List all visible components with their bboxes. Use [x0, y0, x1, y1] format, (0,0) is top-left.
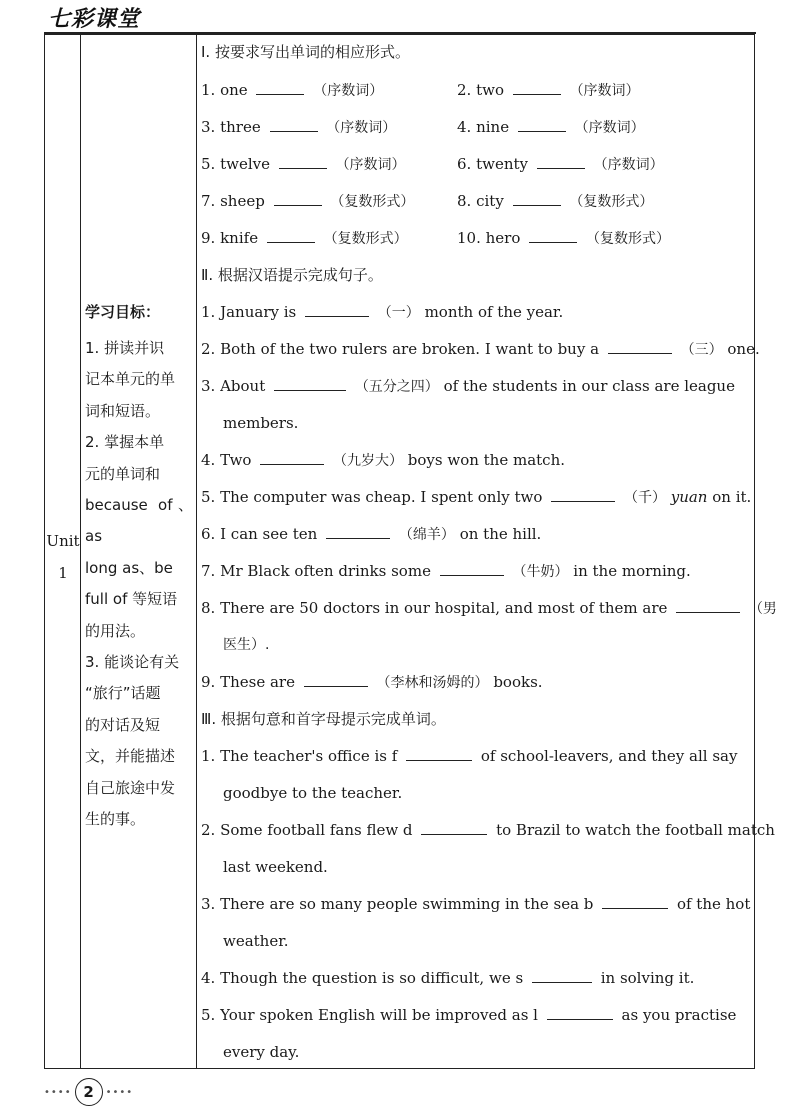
answer-blank[interactable]	[551, 487, 615, 502]
sentence-text: of the students in our class are league	[443, 377, 735, 395]
sentence-text: Mr Black often drinks some	[220, 562, 431, 580]
item-number: 9.	[201, 229, 216, 247]
goal-line: 文，并能描述	[85, 747, 176, 766]
goal-line: 词和短语。	[85, 401, 161, 420]
worksheet-table	[44, 34, 777, 1069]
brand-logo: 七彩课堂	[48, 7, 141, 32]
answer-blank[interactable]	[602, 894, 668, 909]
item-number: 1.	[201, 81, 216, 99]
sentence-item	[201, 301, 752, 324]
item-number: 2.	[201, 821, 216, 839]
sentence-text: in the morning.	[573, 562, 691, 580]
item-hint: （序数词）	[326, 120, 397, 136]
answer-blank[interactable]	[406, 746, 472, 761]
item-number: 3.	[201, 377, 216, 395]
word-item	[201, 79, 383, 102]
item-number: 10.	[457, 229, 481, 247]
sentence-hint: （千）	[623, 490, 666, 506]
sentence-item	[201, 1004, 752, 1026]
sentence-item	[201, 893, 752, 915]
sentence-hint: （三）	[680, 342, 723, 358]
sentence-text: Two	[220, 451, 252, 469]
goal-line: 的用法。	[85, 621, 146, 640]
sentence-item	[201, 449, 752, 472]
item-word: sheep	[220, 192, 265, 210]
item-number: 4.	[201, 969, 216, 987]
item-hint: （复数形式）	[330, 194, 415, 210]
section2-heading: Ⅱ. 根据汉语提示完成句子。	[201, 266, 383, 284]
sentence-item	[201, 560, 752, 583]
sentence-text: Your spoken English will be improved as l	[220, 1006, 538, 1024]
sentence-hint: （五分之四）	[354, 379, 439, 395]
sentence-hint: （九岁大）	[333, 453, 403, 469]
answer-blank[interactable]	[421, 820, 487, 835]
answer-blank[interactable]	[547, 1005, 613, 1020]
item-word: two	[476, 81, 504, 99]
sentence-text: as you practise	[621, 1006, 737, 1024]
sentence-text: About	[220, 377, 266, 395]
sentence-text: on it.	[712, 488, 752, 506]
answer-blank[interactable]	[529, 228, 577, 243]
item-number: 2.	[457, 81, 472, 99]
answer-blank[interactable]	[676, 598, 740, 613]
page-number: 2	[75, 1078, 103, 1106]
goal-line: 自己旅途中发	[85, 778, 176, 797]
item-number: 2.	[201, 340, 216, 358]
answer-blank[interactable]	[304, 672, 368, 687]
answer-blank[interactable]	[267, 228, 315, 243]
answer-blank[interactable]	[305, 302, 369, 317]
sentence-text: Though the question is so difficult, we s	[220, 969, 524, 987]
sentence-text: on the hill.	[459, 525, 542, 543]
answer-blank[interactable]	[256, 80, 304, 95]
learning-goals-column	[81, 35, 197, 1068]
sentence-continuation: goodbye to the teacher.	[223, 784, 403, 802]
sentence-text: Some football fans flew d	[220, 821, 413, 839]
answer-blank[interactable]	[513, 80, 561, 95]
word-item	[457, 227, 670, 250]
sentence-continuation: 医生）.	[223, 637, 270, 653]
answer-blank[interactable]	[260, 450, 324, 465]
goal-line: long as、be	[85, 558, 173, 577]
unit-column	[45, 35, 81, 1068]
item-number: 1.	[201, 747, 216, 765]
sentence-continuation: weather.	[223, 932, 289, 950]
sentence-text: Both of the two rulers are broken. I want to buy a	[220, 340, 600, 358]
item-number: 7.	[201, 562, 216, 580]
item-word: twenty	[476, 155, 529, 173]
sentence-item	[201, 486, 752, 509]
word-item	[201, 116, 396, 139]
word-item	[457, 153, 664, 176]
answer-blank[interactable]	[274, 376, 346, 391]
sentence-continuation: every day.	[223, 1043, 300, 1061]
item-hint: （复数形式）	[585, 231, 670, 247]
item-number: 5.	[201, 1006, 216, 1024]
learning-goals-list	[85, 333, 193, 836]
sentence-text: There are so many people swimming in the sea b	[220, 895, 594, 913]
unit-label	[45, 525, 81, 589]
item-hint: （序数词）	[574, 120, 645, 136]
item-word: city	[476, 192, 504, 210]
word-item	[457, 79, 640, 102]
sentence-hint: （牛奶）	[512, 564, 569, 580]
sentence-text: to Brazil to watch the football match	[496, 821, 775, 839]
goal-line: “旅行”话题	[85, 684, 161, 703]
word-item	[201, 153, 406, 176]
item-number: 8.	[201, 599, 216, 617]
item-hint: （序数词）	[593, 157, 664, 173]
sentence-text: These are	[220, 673, 295, 691]
sentence-continuation: last weekend.	[223, 858, 328, 876]
item-number: 6.	[457, 155, 472, 173]
word-item	[457, 116, 645, 139]
sentence-item	[201, 671, 752, 694]
answer-blank[interactable]	[532, 968, 592, 983]
goal-line: 元的单词和	[85, 464, 161, 483]
answer-blank[interactable]	[440, 561, 504, 576]
sentence-continuation: members.	[223, 414, 299, 432]
sentence-hint: （一）	[377, 305, 420, 321]
item-word: three	[220, 118, 261, 136]
item-hint: （序数词）	[569, 83, 640, 99]
item-word: nine	[476, 118, 510, 136]
item-hint: （复数形式）	[569, 194, 654, 210]
goal-line: full of 等短语	[85, 590, 178, 609]
footer-dots-left: ••••	[44, 1086, 72, 1098]
sentence-italic-word: yuan	[670, 488, 708, 506]
word-item	[201, 227, 408, 250]
item-number: 3.	[201, 118, 216, 136]
sentence-text: of the hot	[676, 895, 751, 913]
item-number: 4.	[201, 451, 216, 469]
sentence-hint: （李林和汤姆的）	[376, 675, 489, 691]
sentence-text: The computer was cheap. I spent only two	[220, 488, 543, 506]
goal-line: 生的事。	[85, 810, 146, 829]
item-hint: （复数形式）	[323, 231, 408, 247]
item-hint: （序数词）	[335, 157, 406, 173]
sentence-text: in solving it.	[600, 969, 695, 987]
section1-heading: Ⅰ. 按要求写出单词的相应形式。	[201, 43, 410, 61]
answer-blank[interactable]	[513, 191, 561, 206]
goal-line: because of、as	[85, 496, 193, 546]
goal-line: 1. 拼读并识	[85, 339, 165, 357]
item-word: twelve	[220, 155, 270, 173]
sentence-item	[201, 523, 752, 546]
item-number: 8.	[457, 192, 472, 210]
sentence-text: one.	[727, 340, 760, 358]
goal-line: 记本单元的单	[85, 370, 176, 389]
sentence-item	[201, 967, 752, 989]
answer-blank[interactable]	[608, 339, 672, 354]
answer-blank[interactable]	[274, 191, 322, 206]
sentence-item	[201, 819, 775, 841]
item-number: 5.	[201, 155, 216, 173]
unit-label-number: 1	[58, 564, 68, 582]
section3-heading: Ⅲ. 根据句意和首字母提示完成单词。	[201, 710, 446, 728]
sentence-text: of school-leavers, and they all say	[480, 747, 738, 765]
item-number: 6.	[201, 525, 216, 543]
goal-line: 3. 能谈论有关	[85, 653, 180, 672]
unit-label-word: Unit	[46, 532, 80, 550]
item-number: 9.	[201, 673, 216, 691]
sentence-text: The teacher's office is f	[220, 747, 398, 765]
learning-goals-title: 学习目标：	[85, 303, 161, 321]
item-number: 4.	[457, 118, 472, 136]
item-number: 7.	[201, 192, 216, 210]
answer-blank[interactable]	[279, 154, 327, 169]
item-word: one	[220, 81, 248, 99]
item-number: 1.	[201, 303, 216, 321]
page-footer	[44, 1078, 133, 1106]
word-item	[201, 190, 414, 213]
item-word: hero	[485, 229, 521, 247]
sentence-item	[201, 338, 760, 361]
exercise-column	[197, 35, 777, 1068]
goal-line: 2. 掌握本单	[85, 433, 165, 452]
footer-dots-right: ••••	[105, 1086, 134, 1098]
answer-blank[interactable]	[326, 524, 390, 539]
item-word: knife	[220, 229, 259, 247]
item-number: 5.	[201, 488, 216, 506]
word-item	[457, 190, 653, 213]
sentence-text: January is	[220, 303, 297, 321]
sentence-text: books.	[493, 673, 543, 691]
goal-line: 的对话及短	[85, 715, 161, 734]
sentence-item	[201, 597, 777, 620]
sentence-text: month of the year.	[424, 303, 564, 321]
sentence-hint: （男	[748, 601, 777, 617]
answer-blank[interactable]	[518, 117, 566, 132]
item-number: 3.	[201, 895, 216, 913]
sentence-item	[201, 745, 752, 767]
sentence-text: boys won the match.	[407, 451, 566, 469]
sentence-text: I can see ten	[220, 525, 318, 543]
sentence-hint: （绵羊）	[398, 527, 455, 543]
answer-blank[interactable]	[537, 154, 585, 169]
answer-blank[interactable]	[270, 117, 318, 132]
item-hint: （序数词）	[313, 83, 384, 99]
sentence-text: There are 50 doctors in our hospital, and most of them are	[220, 599, 668, 617]
sentence-item	[201, 375, 752, 398]
